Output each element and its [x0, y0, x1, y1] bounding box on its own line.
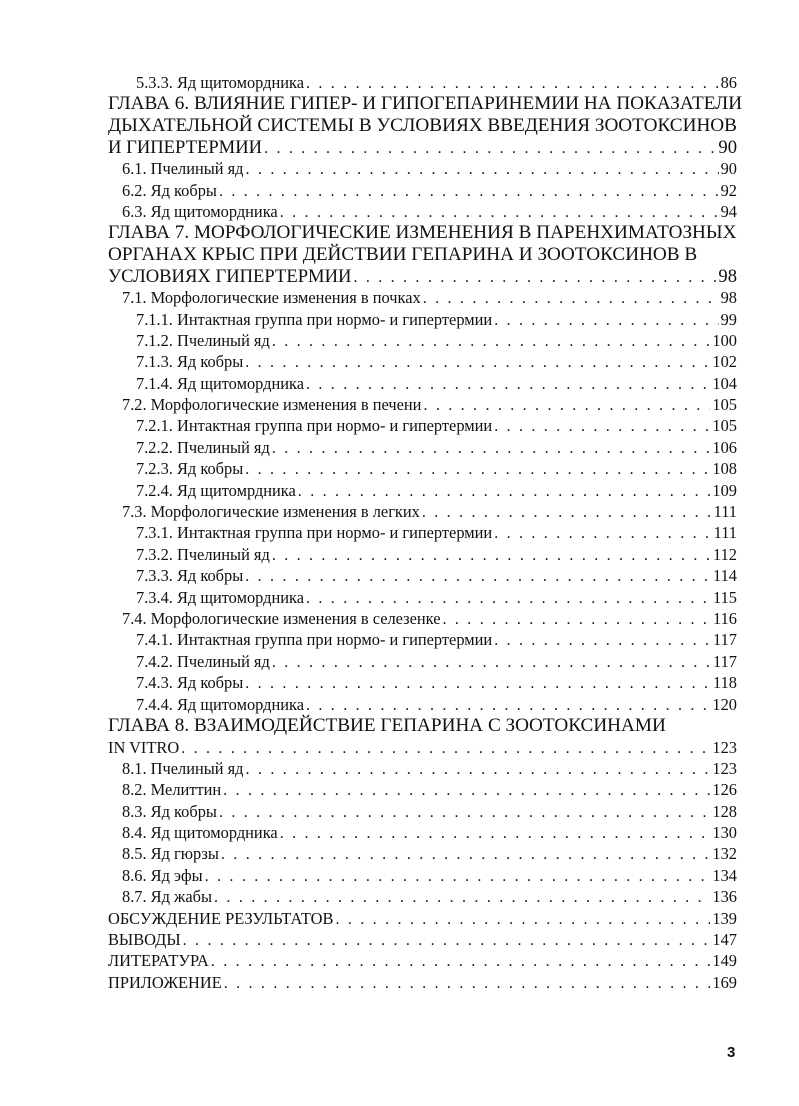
- toc-entry-page: 128: [712, 801, 737, 821]
- dot-leader: [245, 566, 711, 587]
- dot-leader: [246, 759, 711, 780]
- toc-entry: [0, 758, 799, 779]
- toc-entry: [0, 180, 799, 201]
- dot-leader: [183, 930, 711, 951]
- dot-leader: [494, 416, 710, 437]
- dot-leader: [306, 695, 710, 716]
- toc-entry-page: 147: [712, 930, 737, 950]
- toc-entry-title: 7.3. Морфологические изменения в легких: [122, 502, 420, 522]
- dot-leader: [264, 138, 716, 160]
- toc-entry-title: 7.2. Морфологические изменения в печени: [122, 395, 422, 415]
- toc-entry-page: 112: [713, 544, 737, 564]
- toc-entry-title: 7.2.4. Яд щитомрдника: [136, 480, 296, 500]
- dot-leader: [272, 545, 711, 566]
- dot-leader: [272, 438, 711, 459]
- dot-leader: [423, 395, 710, 416]
- toc-entry: [0, 137, 799, 159]
- toc-entry-title: 7.4.1. Интактная группа при нормо- и гипертермии: [136, 630, 493, 650]
- dot-leader: [245, 673, 711, 694]
- toc-entry: [0, 822, 799, 843]
- toc-entry-page: 108: [712, 459, 737, 479]
- toc-entry: [0, 929, 799, 950]
- toc-entry-title: 7.3.4. Яд щитомордника: [136, 587, 304, 607]
- toc-entry-title: 7.3.1. Интактная группа при нормо- и гипертермии: [136, 523, 493, 543]
- dot-leader: [280, 823, 711, 844]
- toc-entry-page: 116: [713, 608, 737, 628]
- toc-entry-title: 8.6. Яд эфы: [122, 865, 203, 885]
- toc-entry-page: 90: [718, 136, 737, 158]
- toc-entry-page: 102: [712, 352, 737, 372]
- toc-entry: [0, 394, 799, 415]
- toc-entry-page: 123: [712, 758, 737, 778]
- toc-entry-title: ЛИТЕРАТУРА: [108, 951, 209, 971]
- toc-entry: [0, 629, 799, 650]
- toc-entry-page: 98: [718, 265, 737, 287]
- dot-leader: [221, 844, 711, 865]
- toc-entry-title: 8.7. Яд жабы: [122, 887, 213, 907]
- toc-entry-page: 104: [712, 373, 737, 393]
- toc-entry-page: 105: [712, 416, 737, 436]
- toc-entry-title: 7.4.4. Яд щитомордника: [136, 694, 304, 714]
- toc-entry-title: 5.3.3. Яд щитомордника: [136, 73, 304, 92]
- toc-entry-title: 7.3.3. Яд кобры: [136, 566, 244, 586]
- toc-entry-title: 6.2. Яд кобры: [122, 180, 217, 200]
- toc-entry-title: И ГИПЕРТЕРМИИ: [108, 136, 263, 158]
- chapter-heading-line: ГЛАВА 6. ВЛИЯНИЕ ГИПЕР- И ГИПОГЕПАРИНЕМИИ НА ПОКАЗАТЕЛИ: [108, 93, 743, 115]
- toc-entry: [0, 480, 799, 501]
- toc-entry: [0, 522, 799, 543]
- dot-leader: [306, 374, 710, 395]
- toc-entry-title: 7.1.2. Пчелиный яд: [136, 330, 270, 350]
- dot-leader: [246, 159, 719, 180]
- toc-entry: [0, 72, 799, 93]
- toc-entry-title: 7.4.3. Яд кобры: [136, 673, 244, 693]
- toc-entry-page: 117: [713, 651, 737, 671]
- toc-entry: [0, 950, 799, 971]
- toc-entry-page: 169: [712, 972, 737, 992]
- toc-entry-page: 109: [712, 480, 737, 500]
- dot-leader: [219, 181, 719, 202]
- toc-entry-page: 130: [712, 823, 737, 843]
- toc-entry: [0, 672, 799, 693]
- dot-leader: [272, 652, 711, 673]
- toc-entry-page: 99: [720, 309, 737, 329]
- toc-entry-title: 8.1. Пчелиный яд: [122, 758, 244, 778]
- toc-entry-title: 7.1.1. Интактная группа при нормо- и гипертермии: [136, 309, 493, 329]
- toc-entry: [0, 694, 799, 715]
- toc-entry-page: 134: [712, 865, 737, 885]
- toc-entry-title: IN VITRO: [108, 737, 180, 757]
- toc-entry-page: 139: [712, 908, 737, 928]
- toc-entry-title: 7.4.2. Пчелиный яд: [136, 651, 270, 671]
- dot-leader: [214, 887, 710, 908]
- dot-leader: [211, 951, 711, 972]
- toc-entry: [0, 587, 799, 608]
- toc-entry-title: 7.1.3. Яд кобры: [136, 352, 244, 372]
- toc-entry: [0, 351, 799, 372]
- toc-entry-title: ВЫВОДЫ: [108, 930, 181, 950]
- toc-entry-page: 114: [713, 566, 737, 586]
- toc-entry-title: 6.3. Яд щитомордника: [122, 201, 278, 221]
- dot-leader: [245, 459, 710, 480]
- toc-entry: [0, 501, 799, 522]
- toc-entry-page: 149: [712, 951, 737, 971]
- toc-entry-title: 6.1. Пчелиный яд: [122, 159, 244, 179]
- toc-entry-page: 90: [720, 159, 737, 179]
- toc-entry-page: 115: [713, 587, 737, 607]
- toc-entry: [0, 843, 799, 864]
- table-of-contents: [0, 72, 799, 993]
- toc-entry-page: 105: [712, 395, 737, 415]
- dot-leader: [280, 202, 719, 223]
- toc-entry: [0, 651, 799, 672]
- dot-leader: [298, 481, 711, 502]
- toc-entry-title: УСЛОВИЯХ ГИПЕРТЕРМИИ: [108, 265, 352, 287]
- dot-leader: [181, 738, 710, 759]
- toc-entry: [0, 330, 799, 351]
- toc-entry-page: 111: [713, 523, 737, 543]
- toc-entry-page: 106: [712, 437, 737, 457]
- dot-leader: [205, 866, 711, 887]
- toc-entry-page: 98: [720, 288, 737, 308]
- toc-entry: [0, 608, 799, 629]
- toc-entry-page: 92: [720, 180, 737, 200]
- toc-entry-page: 132: [712, 844, 737, 864]
- dot-leader: [422, 502, 712, 523]
- toc-entry: [0, 158, 799, 179]
- toc-entry: [0, 309, 799, 330]
- dot-leader: [219, 802, 710, 823]
- toc-entry: [0, 415, 799, 436]
- toc-entry-title: 7.1. Морфологические изменения в почках: [122, 288, 421, 308]
- toc-entry: [0, 801, 799, 822]
- toc-entry-title: ОБСУЖДЕНИЕ РЕЗУЛЬТАТОВ: [108, 908, 334, 928]
- toc-entry-page: 100: [712, 330, 737, 350]
- toc-entry: [0, 201, 799, 222]
- dot-leader: [423, 288, 719, 309]
- toc-entry-page: 117: [713, 630, 737, 650]
- toc-entry-title: 7.3.2. Пчелиный яд: [136, 544, 270, 564]
- dot-leader: [353, 267, 716, 289]
- toc-entry-page: 86: [720, 73, 737, 92]
- toc-entry-title: 7.2.1. Интактная группа при нормо- и гипертермии: [136, 416, 493, 436]
- dot-leader: [306, 73, 719, 94]
- toc-entry-title: 8.2. Мелиттин: [122, 780, 222, 800]
- toc-entry-title: 7.1.4. Яд щитомордника: [136, 373, 304, 393]
- chapter-heading-line: ГЛАВА 7. МОРФОЛОГИЧЕСКИЕ ИЗМЕНЕНИЯ В ПАРЕНХИМАТОЗНЫХ: [108, 222, 737, 244]
- chapter-heading-line: ДЫХАТЕЛЬНОЙ СИСТЕМЫ В УСЛОВИЯХ ВВЕДЕНИЯ ЗООТОКСИНОВ: [108, 114, 737, 136]
- toc-entry-page: 94: [720, 201, 737, 221]
- toc-entry-title: ПРИЛОЖЕНИЕ: [108, 972, 222, 992]
- toc-entry: [0, 886, 799, 907]
- toc-entry: [0, 779, 799, 800]
- toc-entry: [0, 437, 799, 458]
- toc-entry-page: 123: [712, 737, 737, 757]
- toc-entry: [0, 565, 799, 586]
- toc-entry-title: 8.4. Яд щитомордника: [122, 823, 278, 843]
- toc-entry: [0, 458, 799, 479]
- toc-entry: [0, 865, 799, 886]
- dot-leader: [443, 609, 712, 630]
- toc-entry-page: 120: [712, 694, 737, 714]
- toc-entry-page: 126: [712, 780, 737, 800]
- dot-leader: [223, 780, 710, 801]
- toc-entry-page: 111: [713, 502, 737, 522]
- dot-leader: [494, 523, 711, 544]
- toc-entry-page: 136: [712, 887, 737, 907]
- toc-entry-title: 7.2.2. Пчелиный яд: [136, 437, 270, 457]
- page-number: 3: [727, 1044, 736, 1061]
- chapter-heading-line: ОРГАНАХ КРЫС ПРИ ДЕЙСТВИИ ГЕПАРИНА И ЗООТОКСИНОВ В: [108, 243, 698, 265]
- toc-entry-title: 7.2.3. Яд кобры: [136, 459, 244, 479]
- dot-leader: [494, 310, 718, 331]
- dot-leader: [306, 588, 711, 609]
- toc-entry: [0, 373, 799, 394]
- toc-entry-title: 7.4. Морфологические изменения в селезенке: [122, 608, 441, 628]
- toc-entry-title: 8.5. Яд гюрзы: [122, 844, 219, 864]
- toc-entry: [0, 737, 799, 758]
- toc-entry-page: 118: [713, 673, 737, 693]
- toc-entry: [0, 972, 799, 993]
- toc-entry-title: 8.3. Яд кобры: [122, 801, 217, 821]
- dot-leader: [335, 909, 710, 930]
- dot-leader: [224, 973, 711, 994]
- dot-leader: [272, 331, 711, 352]
- dot-leader: [245, 352, 710, 373]
- toc-entry: [0, 266, 799, 288]
- chapter-heading-line: ГЛАВА 8. ВЗАИМОДЕЙСТВИЕ ГЕПАРИНА С ЗООТОКСИНАМИ: [108, 714, 666, 736]
- toc-entry: [0, 287, 799, 308]
- toc-entry: [0, 908, 799, 929]
- toc-entry: [0, 544, 799, 565]
- dot-leader: [494, 630, 711, 651]
